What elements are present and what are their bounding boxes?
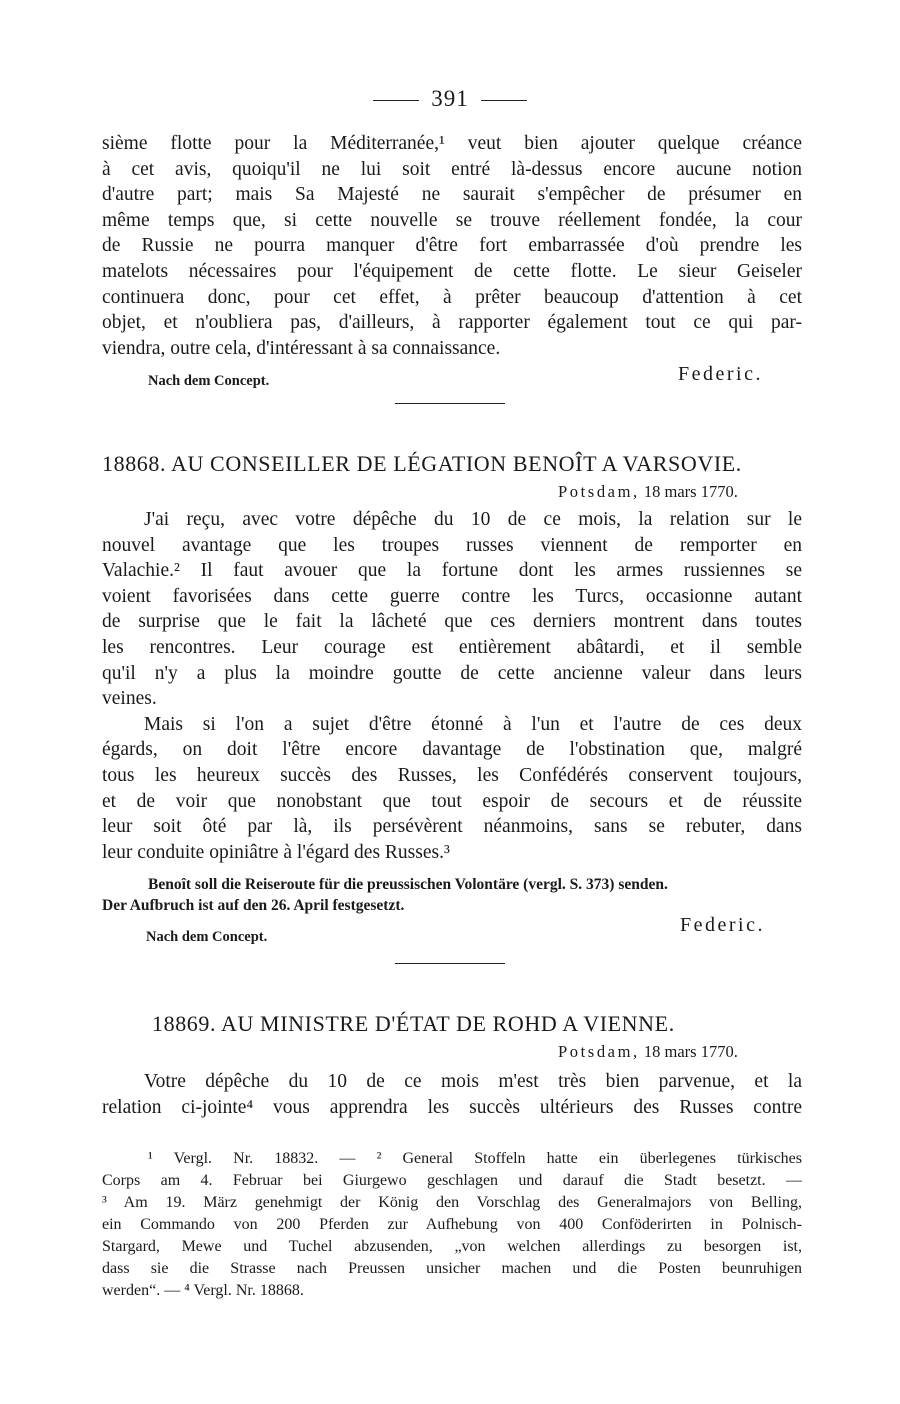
- text-line: continuera donc, pour cet effet, à prêter beaucoup d'attention à cet: [102, 286, 802, 308]
- text-line: et de voir que nonobstant que tout espoir de secours et de réussite: [102, 790, 802, 812]
- text-line: matelots nécessaires pour l'équipement de cette flotte. Le sieur Geiseler: [102, 260, 802, 282]
- page-number-text: 391: [431, 86, 469, 111]
- page-number-dash-right: [481, 100, 527, 101]
- editorial-note-line: Der Aufbruch ist auf den 26. April festgesetzt.: [102, 896, 405, 914]
- text-line: les rencontres. Leur courage est entièrement abâtardi, et il semble: [102, 636, 802, 658]
- letter-1-body: [102, 131, 802, 361]
- letter-3-body: [102, 1069, 802, 1120]
- dateline-place: Potsdam,: [558, 1042, 640, 1061]
- source-note: Nach dem Concept.: [148, 373, 270, 389]
- dateline: [558, 482, 738, 502]
- dateline-date: 18 mars 1770.: [643, 1042, 738, 1061]
- editorial-note-line: Benoît soll die Reiseroute für die preussischen Volontäre (vergl. S. 373) senden.: [148, 876, 668, 893]
- letter-2-body: [102, 507, 802, 865]
- dateline-place: Potsdam,: [558, 482, 640, 501]
- text-line: veines.: [102, 688, 157, 710]
- footnote-line: werden“. — ⁴ Vergl. Nr. 18868.: [102, 1282, 304, 1299]
- dateline: [558, 1042, 738, 1062]
- text-line: voient favorisées dans cette guerre contre les Turcs, occasionne autant: [102, 585, 802, 607]
- text-line: nouvel avantage que les troupes russes viennent de remporter en: [102, 534, 802, 556]
- text-line: d'autre part; mais Sa Majesté ne saurait s'empêcher de présumer en: [102, 184, 802, 206]
- text-line: viendra, outre cela, d'intéressant à sa connaissance.: [102, 337, 501, 359]
- text-line: relation ci-jointe⁴ vous apprendra les succès ultérieurs des Russes contre: [102, 1096, 802, 1118]
- letter-heading: 18868. AU CONSEILLER DE LÉGATION BENOÎT A VARSOVIE.: [102, 451, 742, 476]
- text-line: Votre dépêche du 10 de ce mois m'est très bien parvenue, et la: [144, 1071, 802, 1092]
- section-divider: [395, 963, 505, 964]
- signature: Federic.: [678, 363, 763, 385]
- text-line: tous les heureux succès des Russes, les Confédérés conservent toujours,: [102, 764, 802, 786]
- text-line: même temps que, si cette nouvelle se trouve réellement fondée, la cour: [102, 209, 802, 231]
- text-line: objet, et n'oubliera pas, d'ailleurs, à rapporter également tout ce qui par-: [102, 312, 802, 334]
- text-line: J'ai reçu, avec votre dépêche du 10 de ce mois, la relation sur le: [144, 509, 802, 530]
- page-number: [0, 86, 900, 112]
- editorial-note: [102, 875, 807, 916]
- footnote-line: ³ Am 19. März genehmigt der König den Vorschlag des Generalmajors von Belling,: [102, 1194, 802, 1211]
- text-line: à cet avis, quoiqu'il ne lui soit entré là-dessus encore aucune notion: [102, 158, 802, 180]
- text-line: sième flotte pour la Méditerranée,¹ veut bien ajouter quelque créance: [102, 133, 802, 154]
- footnotes: [102, 1148, 802, 1302]
- dateline-date: 18 mars 1770.: [643, 482, 738, 501]
- text-line: leur conduite opiniâtre à l'égard des Russes.³: [102, 841, 450, 863]
- text-line: qu'il n'y a plus la moindre goutte de cette ancienne valeur dans leurs: [102, 662, 802, 684]
- footnote-line: Corps am 4. Februar bei Giurgewo geschlagen und darauf die Stadt besetzt. —: [102, 1172, 802, 1189]
- text-line: leur soit ôté par là, ils persévèrent néanmoins, sans se rebuter, dans: [102, 816, 802, 838]
- footnote-line: dass sie die Strasse nach Preussen unsicher machen und die Posten beunruhigen: [102, 1260, 802, 1277]
- source-note: Nach dem Concept.: [146, 929, 268, 945]
- section-divider: [395, 403, 505, 404]
- text-line: égards, on doit l'être encore davantage de l'obstination que, malgré: [102, 739, 802, 761]
- signature: Federic.: [680, 914, 765, 936]
- text-line: de Russie ne pourra manquer d'être fort embarrassée d'où prendre les: [102, 235, 802, 257]
- letter-heading: 18869. AU MINISTRE D'ÉTAT DE ROHD A VIENNE.: [152, 1011, 675, 1036]
- text-line: Valachie.² Il faut avouer que la fortune dont les armes russiennes se: [102, 560, 802, 582]
- footnote-line: ¹ Vergl. Nr. 18832. — ² General Stoffeln hatte ein überlegenes türkisches: [148, 1150, 802, 1167]
- text-line: de surprise que le fait la lâcheté que ces derniers montrent dans toutes: [102, 611, 802, 633]
- footnote-line: ein Commando von 200 Pferden zur Aufhebung von 400 Conföderirten in Polnisch-: [102, 1216, 802, 1233]
- text-line: Mais si l'on a sujet d'être étonné à l'un et l'autre de ces deux: [144, 713, 802, 735]
- page-number-dash-left: [373, 100, 419, 101]
- footnote-line: Stargard, Mewe und Tuchel abzusenden, „von welchen allerdings zu besorgen ist,: [102, 1238, 802, 1255]
